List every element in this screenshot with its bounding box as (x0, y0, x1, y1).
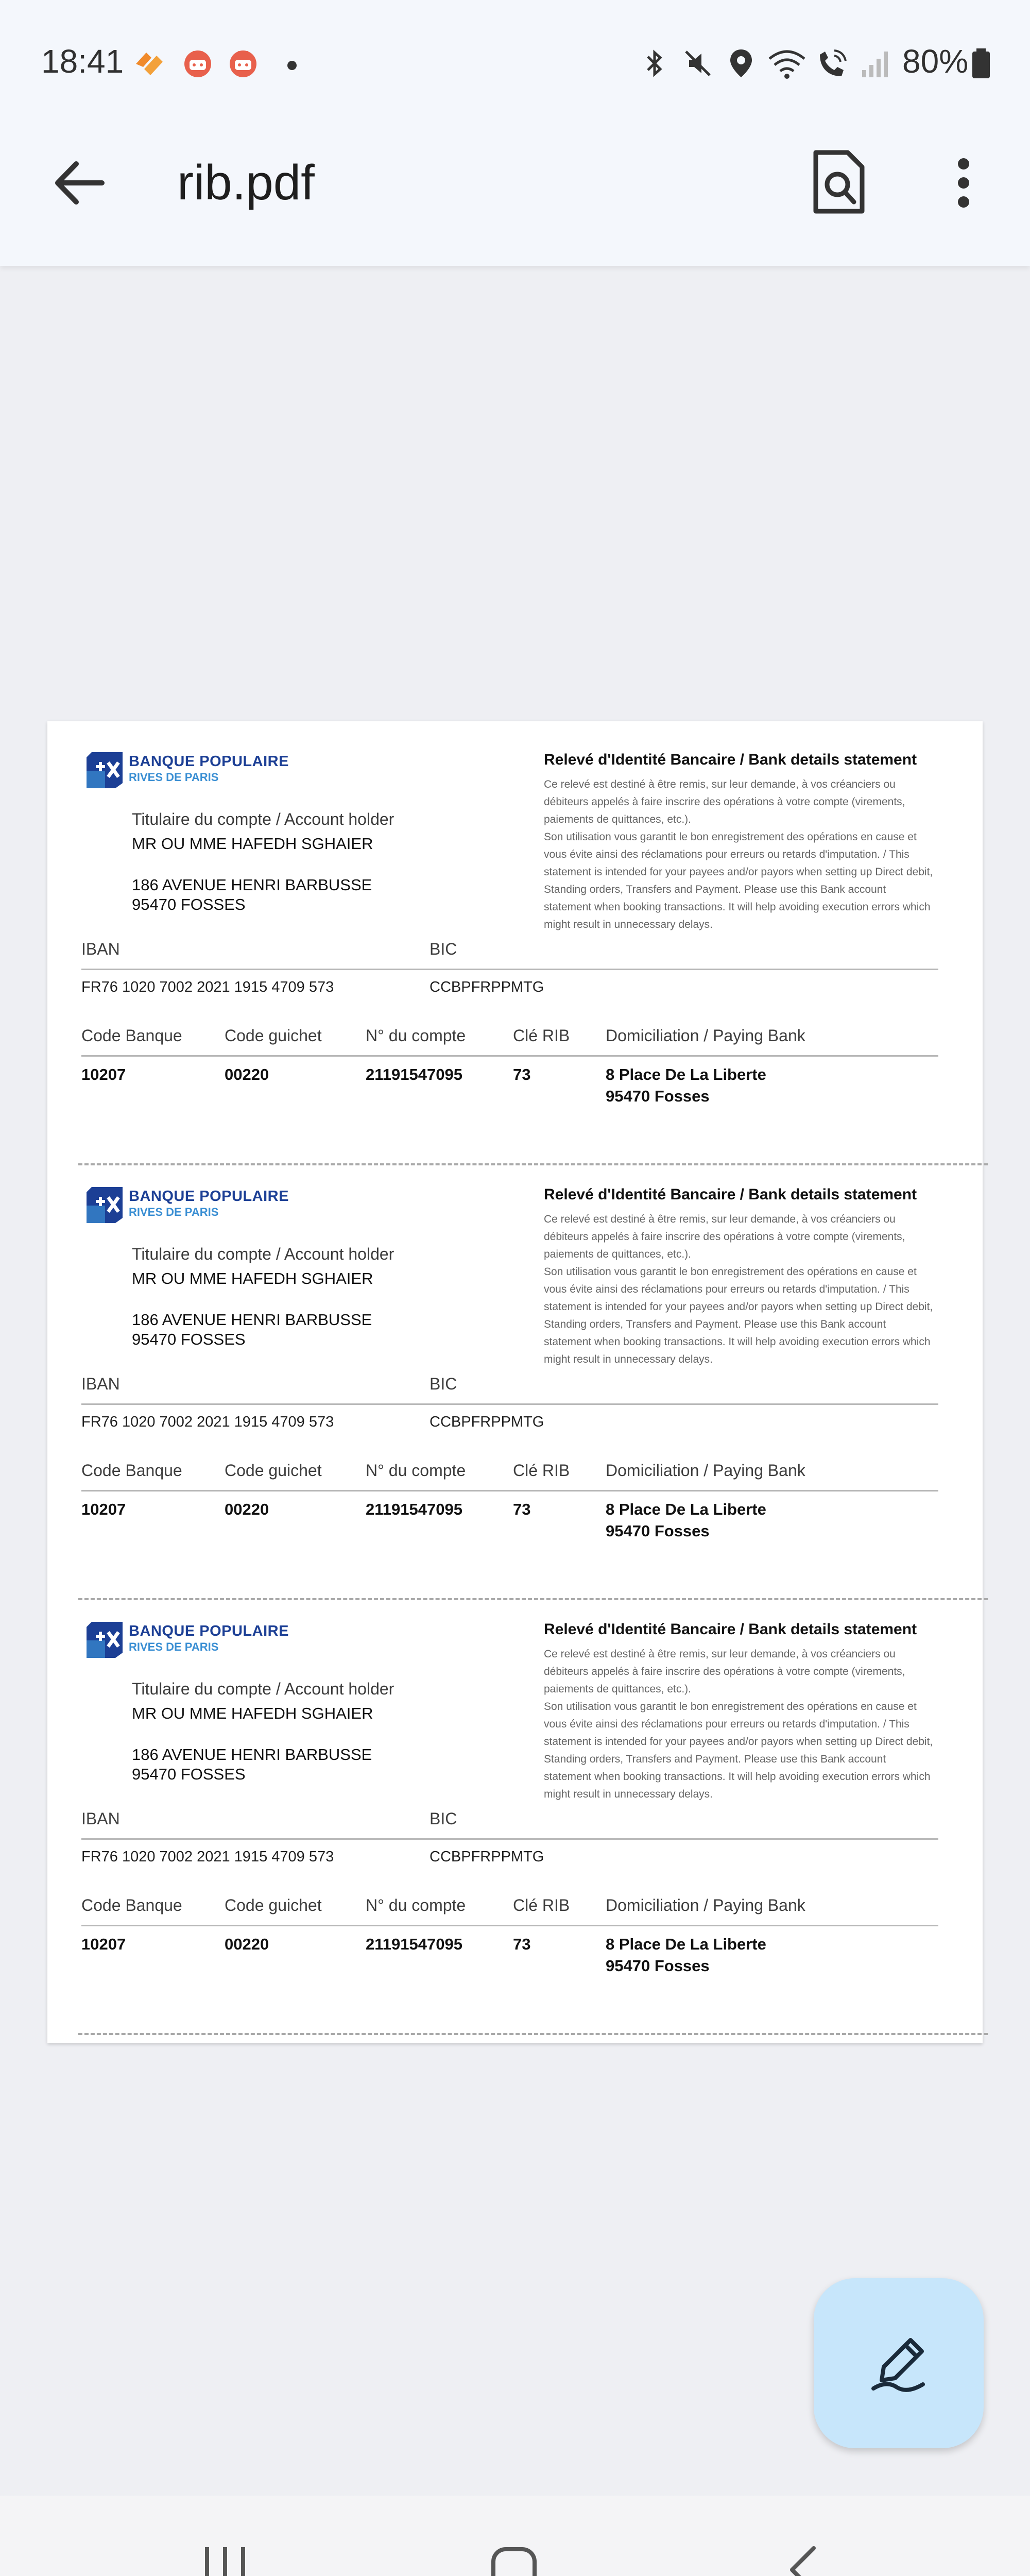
iban-value: FR76 1020 7002 2021 1915 4709 573 (81, 979, 334, 995)
domiciliation-line2: 95470 Fosses (606, 1522, 710, 1540)
col-cle-rib: Clé RIB (513, 1026, 570, 1045)
bank-region: RIVES DE PARIS (129, 771, 219, 784)
edit-pen-icon (866, 2331, 931, 2396)
col-domiciliation: Domiciliation / Paying Bank (606, 1896, 805, 1914)
status-time: 18:41 (41, 43, 124, 80)
rib-block (47, 1591, 983, 2025)
statement-text-en: Son utilisation vous garantit le bon enregistrement des opérations en cause et vous évite ainsi des réclamations pour erreurs ou retards d'imputation. / This statement is intended for your payees and/or payors when setting up Direct debit, Standing orders, Transfers and Payment. Please use this Bank account statement when booking transactions. It will help avoiding execution errors which might result in unnecessary delays. (544, 1701, 933, 1800)
wifi-icon (766, 45, 808, 81)
banque-populaire-logo (84, 1620, 125, 1660)
statement-title: Relevé d'Identité Bancaire / Bank details statement (544, 751, 917, 768)
wifi-calling-icon (814, 45, 850, 81)
iban-value: FR76 1020 7002 2021 1915 4709 573 (81, 1849, 334, 1865)
bic-value: CCBPFRPPMTG (430, 1414, 544, 1430)
cle-rib-value: 73 (513, 1065, 531, 1083)
address-line2: 95470 FOSSES (132, 1765, 246, 1783)
more-notifications-dot (287, 61, 297, 70)
search-document-icon[interactable] (809, 148, 870, 215)
numero-compte-value: 21191547095 (366, 1500, 462, 1518)
bank-region: RIVES DE PARIS (129, 1206, 219, 1218)
top-bar (0, 0, 1030, 266)
nav-back-icon[interactable] (785, 2544, 821, 2576)
bank-name: BANQUE POPULAIRE (129, 753, 289, 770)
battery-icon (968, 45, 994, 81)
col-code-banque: Code Banque (81, 1461, 182, 1480)
divider (81, 1490, 938, 1492)
bank-name: BANQUE POPULAIRE (129, 1623, 289, 1639)
bank-name: BANQUE POPULAIRE (129, 1188, 289, 1205)
app-bar (0, 129, 1030, 237)
mute-icon (680, 45, 716, 81)
col-code-guichet: Code guichet (225, 1461, 322, 1480)
col-cle-rib: Clé RIB (513, 1896, 570, 1914)
banque-populaire-logo (84, 1185, 125, 1225)
cle-rib-value: 73 (513, 1500, 531, 1518)
pdf-page[interactable] (47, 721, 983, 2043)
domiciliation-line2: 95470 Fosses (606, 1957, 710, 1975)
domiciliation-line1: 8 Place De La Liberte (606, 1935, 766, 1953)
account-holder-name: MR OU MME HAFEDH SGHAIER (132, 835, 373, 853)
code-banque-value: 10207 (81, 1935, 126, 1953)
iban-label: IBAN (81, 1809, 120, 1828)
banque-populaire-logo (84, 750, 125, 790)
address-line2: 95470 FOSSES (132, 895, 246, 913)
bic-value: CCBPFRPPMTG (430, 979, 544, 995)
code-banque-value: 10207 (81, 1065, 126, 1083)
address-line1: 186 AVENUE HENRI BARBUSSE (132, 1311, 372, 1329)
location-icon (723, 45, 759, 81)
statement-text-en: Son utilisation vous garantit le bon enregistrement des opérations en cause et vous évite ainsi des réclamations pour erreurs ou retards d'imputation. / This statement is intended for your payees and/or payors when setting up Direct debit, Standing orders, Transfers and Payment. Please use this Bank account statement when booking transactions. It will help avoiding execution errors which might result in unnecessary delays. (544, 1266, 933, 1365)
col-numero-compte: N° du compte (366, 1461, 466, 1480)
rib-block (47, 721, 983, 1155)
account-holder-label: Titulaire du compte / Account holder (132, 1245, 394, 1263)
rib-block (47, 1156, 983, 1590)
bic-label: BIC (430, 1809, 457, 1828)
back-arrow-icon[interactable] (50, 155, 107, 211)
more-vert-icon[interactable] (946, 155, 982, 211)
col-code-guichet: Code guichet (225, 1026, 322, 1045)
statement-text (544, 776, 935, 934)
bic-label: BIC (430, 940, 457, 958)
iban-label: IBAN (81, 1375, 120, 1393)
battery-percentage: 80% (902, 43, 969, 80)
col-numero-compte: N° du compte (366, 1896, 466, 1914)
account-holder-label: Titulaire du compte / Account holder (132, 810, 394, 828)
account-holder-name: MR OU MME HAFEDH SGHAIER (132, 1704, 373, 1722)
col-code-banque: Code Banque (81, 1026, 182, 1045)
divider (81, 1838, 938, 1840)
code-banque-value: 10207 (81, 1500, 126, 1518)
code-guichet-value: 00220 (225, 1500, 269, 1518)
statement-text (544, 1211, 935, 1368)
account-holder-label: Titulaire du compte / Account holder (132, 1680, 394, 1698)
status-bar (0, 31, 1030, 93)
address-line2: 95470 FOSSES (132, 1330, 246, 1348)
deezer-icon (133, 46, 166, 79)
recents-icon[interactable] (202, 2544, 248, 2576)
address-line1: 186 AVENUE HENRI BARBUSSE (132, 1745, 372, 1764)
bic-value: CCBPFRPPMTG (430, 1849, 544, 1865)
statement-text-fr: Ce relevé est destiné à être remis, sur leur demande, à vos créanciers ou débiteurs appelés à faire inscrire des opérations à votre compte (virements, paiements de quittances, etc.). (544, 1213, 905, 1260)
iban-value: FR76 1020 7002 2021 1915 4709 573 (81, 1414, 334, 1430)
col-numero-compte: N° du compte (366, 1026, 466, 1045)
domiciliation-line2: 95470 Fosses (606, 1087, 710, 1105)
app-notification-icon (227, 46, 260, 79)
code-guichet-value: 00220 (225, 1065, 269, 1083)
iban-label: IBAN (81, 940, 120, 958)
account-holder-name: MR OU MME HAFEDH SGHAIER (132, 1269, 373, 1287)
domiciliation-line1: 8 Place De La Liberte (606, 1065, 766, 1083)
home-icon[interactable] (490, 2546, 538, 2576)
statement-title: Relevé d'Identité Bancaire / Bank details statement (544, 1621, 917, 1638)
signal-icon (858, 45, 894, 81)
divider (81, 1925, 938, 1926)
system-nav-bar (0, 2496, 1030, 2576)
address-line1: 186 AVENUE HENRI BARBUSSE (132, 876, 372, 894)
statement-title: Relevé d'Identité Bancaire / Bank details statement (544, 1186, 917, 1203)
statement-text-fr: Ce relevé est destiné à être remis, sur leur demande, à vos créanciers ou débiteurs appelés à faire inscrire des opérations à votre compte (virements, paiements de quittances, etc.). (544, 778, 905, 825)
col-domiciliation: Domiciliation / Paying Bank (606, 1461, 805, 1480)
divider (81, 969, 938, 970)
file-title: rib.pdf (177, 155, 315, 210)
statement-text-fr: Ce relevé est destiné à être remis, sur leur demande, à vos créanciers ou débiteurs appelés à faire inscrire des opérations à votre compte (virements, paiements de quittances, etc.). (544, 1648, 905, 1695)
col-domiciliation: Domiciliation / Paying Bank (606, 1026, 805, 1045)
domiciliation-line1: 8 Place De La Liberte (606, 1500, 766, 1518)
bank-region: RIVES DE PARIS (129, 1640, 219, 1653)
cut-line (78, 2033, 988, 2035)
statement-text (544, 1646, 935, 1803)
col-code-banque: Code Banque (81, 1896, 182, 1914)
edit-fab-button[interactable] (814, 2278, 984, 2448)
divider (81, 1055, 938, 1057)
bluetooth-icon (637, 45, 673, 81)
col-cle-rib: Clé RIB (513, 1461, 570, 1480)
code-guichet-value: 00220 (225, 1935, 269, 1953)
cle-rib-value: 73 (513, 1935, 531, 1953)
bic-label: BIC (430, 1375, 457, 1393)
numero-compte-value: 21191547095 (366, 1935, 462, 1953)
divider (81, 1403, 938, 1405)
col-code-guichet: Code guichet (225, 1896, 322, 1914)
numero-compte-value: 21191547095 (366, 1065, 462, 1083)
statement-text-en: Son utilisation vous garantit le bon enregistrement des opérations en cause et vous évite ainsi des réclamations pour erreurs ou retards d'imputation. / This statement is intended for your payees and/or payors when setting up Direct debit, Standing orders, Transfers and Payment. Please use this Bank account statement when booking transactions. It will help avoiding execution errors which might result in unnecessary delays. (544, 831, 933, 930)
app-notification-icon (181, 46, 214, 79)
